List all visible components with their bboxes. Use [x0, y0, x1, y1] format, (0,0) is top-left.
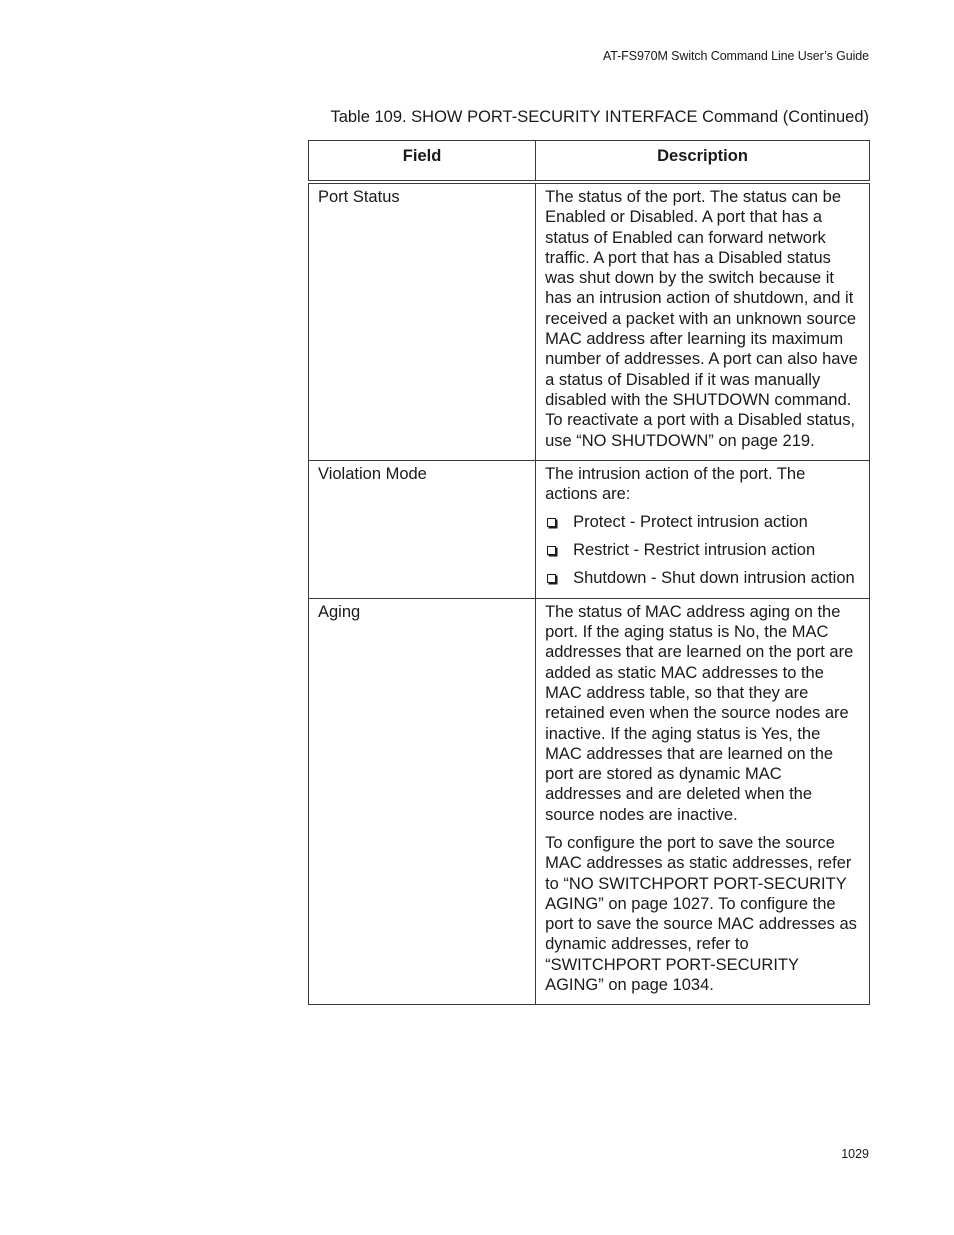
column-header-description: Description	[536, 141, 870, 183]
page-number: 1029	[841, 1147, 869, 1161]
description-cell	[536, 598, 870, 1005]
command-fields-table	[308, 140, 870, 1005]
checkbox-bullet-icon	[547, 574, 556, 583]
table-caption: Table 109. SHOW PORT-SECURITY INTERFACE Command (Continued)	[330, 108, 869, 126]
table-header-row	[309, 141, 870, 183]
table-row-port-status	[309, 182, 870, 460]
description-cell	[536, 460, 870, 598]
bullet-text: Protect - Protect intrusion action	[573, 513, 808, 532]
bullet-text: Shutdown - Shut down intrusion action	[573, 569, 855, 588]
bullet-item	[545, 512, 860, 532]
running-header: AT-FS970M Switch Command Line User’s Guide	[602, 49, 869, 63]
field-cell: Violation Mode	[309, 460, 536, 598]
checkbox-bullet-icon	[547, 546, 556, 555]
description-paragraph: To configure the port to save the source MAC addresses as static addresses, refer to “NO SWITCHPORT PORT-SECURITY AGING” on page 1027. To configure the port to save the source MAC addresses as dynamic addresses, refer to “SWITCHPORT PORT-SECURITY AGING” on page 1034.	[545, 833, 857, 995]
table-row-aging	[309, 598, 870, 1005]
description-paragraph: The status of the port. The status can be Enabled or Disabled. A port that has a status of Enabled can forward network traffic. A port that has a Disabled status was shut down by the switch because it has an intrusion action of shutdown, and it received a packet with an unknown source MAC address after learning its maximum number of addresses. A port can also have a status of Disabled if it was manually disabled with the SHUTDOWN command. To reactivate a port with a Disabled status, use “NO SHUTDOWN” on page 219.	[545, 188, 858, 450]
bullet-item	[545, 540, 860, 560]
description-paragraph: The intrusion action of the port. The actions are:	[545, 464, 806, 504]
description-cell	[536, 182, 870, 460]
bullet-text: Restrict - Restrict intrusion action	[573, 541, 816, 560]
field-cell: Aging	[309, 598, 536, 1005]
table-row-violation-mode	[309, 460, 870, 598]
checkbox-bullet-icon	[547, 518, 556, 527]
bullet-list	[545, 512, 860, 588]
bullet-item	[545, 568, 860, 588]
field-cell: Port Status	[309, 182, 536, 460]
description-paragraph: The status of MAC address aging on the port. If the aging status is No, the MAC addresses that are learned on the port are added as static MAC addresses to the MAC address table, so that they are retained even when the source nodes are inactive. If the aging status is Yes, the MAC addresses that are learned on the port are stored as dynamic MAC addresses and are deleted when the source nodes are inactive.	[545, 602, 854, 824]
column-header-field: Field	[309, 141, 536, 183]
